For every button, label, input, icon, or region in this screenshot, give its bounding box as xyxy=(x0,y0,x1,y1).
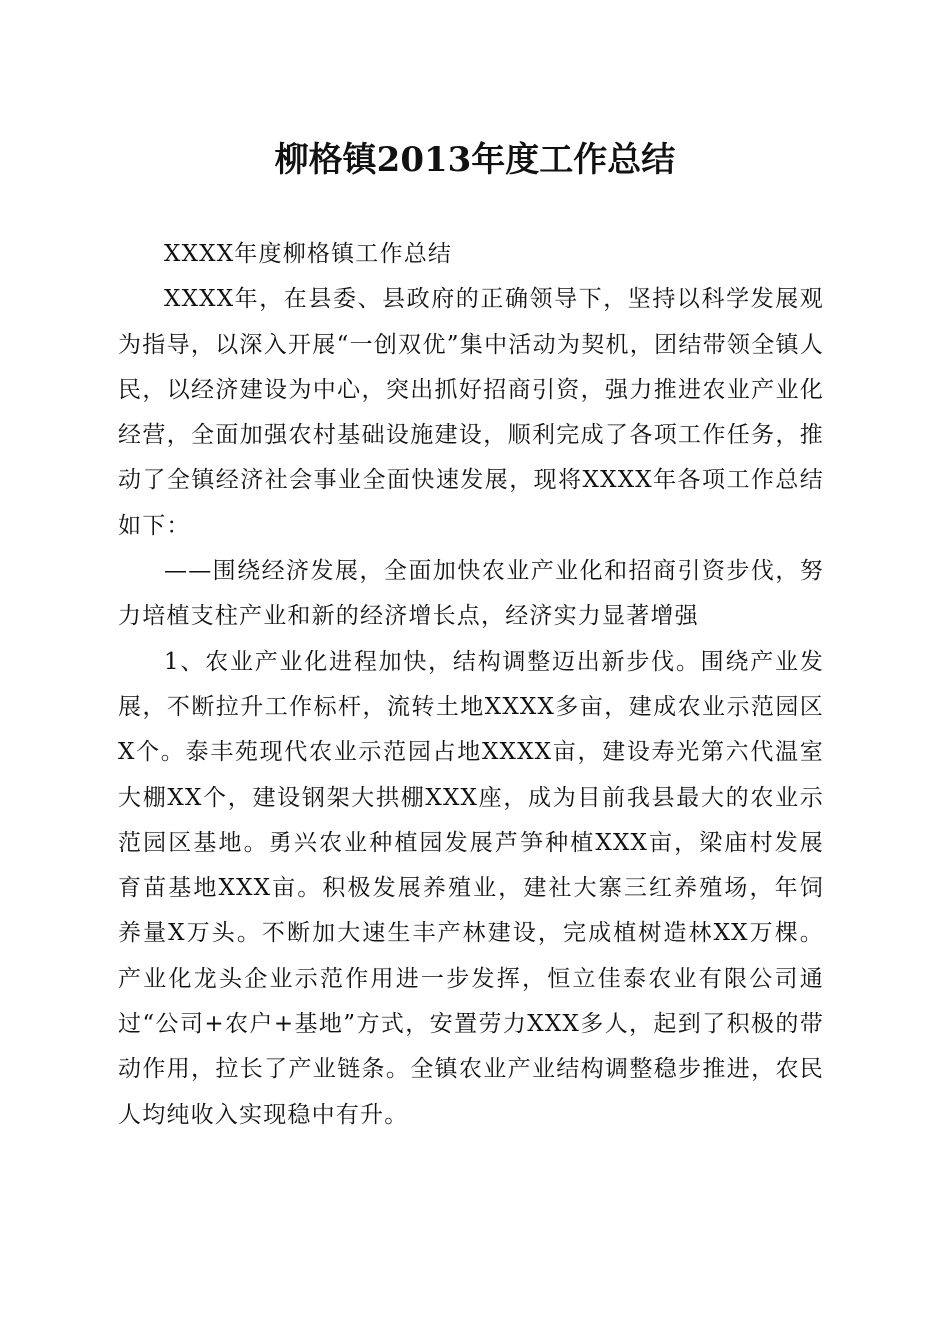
paragraph-section-heading: ——围绕经济发展，全面加快农业产业化和招商引资步伐，努力培植支柱产业和新的经济增长点，经济实力显著增强 xyxy=(118,558,824,630)
paragraph-agriculture: 1、农业产业化进程加快，结构调整迈出新步伐。围绕产业发展，不断拉升工作标杆，流转土地XXXX多亩，建成农业示范园区X个。泰丰苑现代农业示范园占地XXXX亩，建设寿光第六代温室大棚XX个，建设钢架大拱棚XXX座，成为目前我县最大的农业示范园区基地。勇兴农业种植园发展芦笋种植XXX亩，梁庙村发展育苗基地XXX亩。积极发展养殖业，建社大寨三红养殖场，年饲养量X万头。不断加大速生丰产林建设，完成植树造林XX万棵。产业化龙头企业示范作用进一步发挥，恒立佳泰农业有限公司通过“公司+农户+基地”方式，安置劳力XXX多人，起到了积极的带动作用，拉长了产业链条。全镇农业产业结构调整稳步推进，农民人均纯收入实现稳中有升。 xyxy=(118,648,824,1128)
document-title: 柳格镇2013年度工作总结 xyxy=(274,140,676,180)
document-body xyxy=(118,232,824,1138)
paragraph-intro: XXXX年，在县委、县政府的正确领导下，坚持以科学发展观为指导，以深入开展“一创双优”集中活动为契机，团结带领全镇人民，以经济建设为中心，突出抓好招商引资，强力推进农业产业化经营，全面加强农村基础设施建设，顺利完成了各项工作任务，推动了全镇经济社会事业全面快速发展，现将XXXX年各项工作总结如下： xyxy=(118,286,824,539)
paragraph-subtitle: XXXX年度柳格镇工作总结 xyxy=(164,241,453,267)
